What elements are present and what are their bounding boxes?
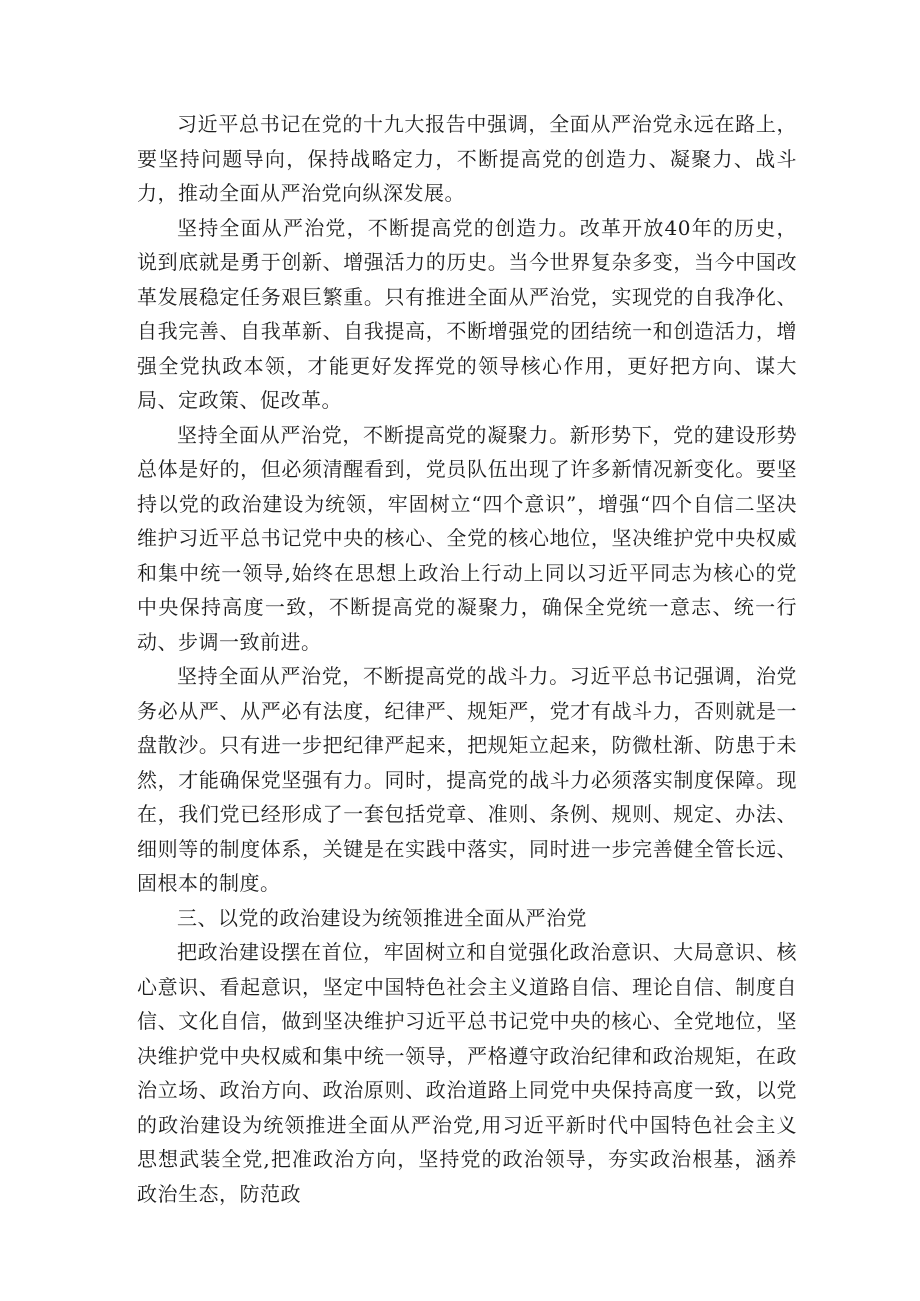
document-body — [137, 107, 797, 1211]
paragraph-intro: 习近平总书记在党的十九大报告中强调，全面从严治党永远在路上，要坚持问题导向，保持战略定力，不断提高党的创造力、凝聚力、战斗力，推动全面从严治党向纵深发展。 — [137, 112, 797, 205]
paragraph-combat-power: 坚持全面从严治党，不断提高党的战斗力。习近平总书记强调，治党务必从严、从严必有法度，纪律严、规矩严，党才有战斗力，否则就是一盘散沙。只有进一步把纪律严起来，把规矩立起来，防微杜渐、防患于未然，才能确保党坚强有力。同时，提高党的战斗力必须落实制度保障。现在，我们党已经形成了一套包括党章、准则、条例、规则、规定、办法、细则等的制度体系，关键是在实践中落实，同时进一步完善健全管长远、固根本的制度。 — [137, 664, 797, 895]
paragraph-cohesion: 坚持全面从严治党，不断提高党的凝聚力。新形势下，党的建设形势总体是好的，但必须清醒看到，党员队伍出现了许多新情况新变化。要坚持以党的政治建设为统领，牢固树立“四个意识”，增强“四个自信二坚决维护习近平总书记党中央的核心、全党的核心地位，坚决维护党中央权威和集中统一领导,始终在思想上政治上行动上同以习近平同志为核心的党中央保持高度一致，不断提高党的凝聚力，确保全党统一意志、统一行动、步调一致前进。 — [137, 422, 797, 654]
paragraph-creativity: 坚持全面从严治党，不断提高党的创造力。改革开放40年的历史，说到底就是勇于创新、增强活力的历史。当今世界复杂多变，当今中国改革发展稳定任务艰巨繁重。只有推进全面从严治党，实现党的自我净化、自我完善、自我革新、自我提高，不断增强党的团结统一和创造活力，增强全党执政本领，才能更好发挥党的领导核心作用，更好把方向、谋大局、定政策、促改革。 — [137, 215, 797, 412]
section-heading: 三、以党的政治建设为统领推进全面从严治党 — [177, 905, 587, 930]
paragraph-political-construction: 把政治建设摆在首位，牢固树立和自觉强化政治意识、大局意识、核心意识、看起意识，坚定中国特色社会主义道路自信、理论自信、制度自信、文化自信，做到坚决维护习近平总书记党中央的核心、全党地位，坚决维护党中央权威和集中统一领导，严格遵守政治纪律和政治规矩，在政治立场、政治方向、政治原则、政治道路上同党中央保持高度一致，以党的政治建设为统领推进全面从严治党,用习近平新时代中国特色社会主义思想武装全党,把准政治方向，坚持党的政治领导，夯实政治根基，涵养政治生态，防范政 — [137, 940, 797, 1206]
